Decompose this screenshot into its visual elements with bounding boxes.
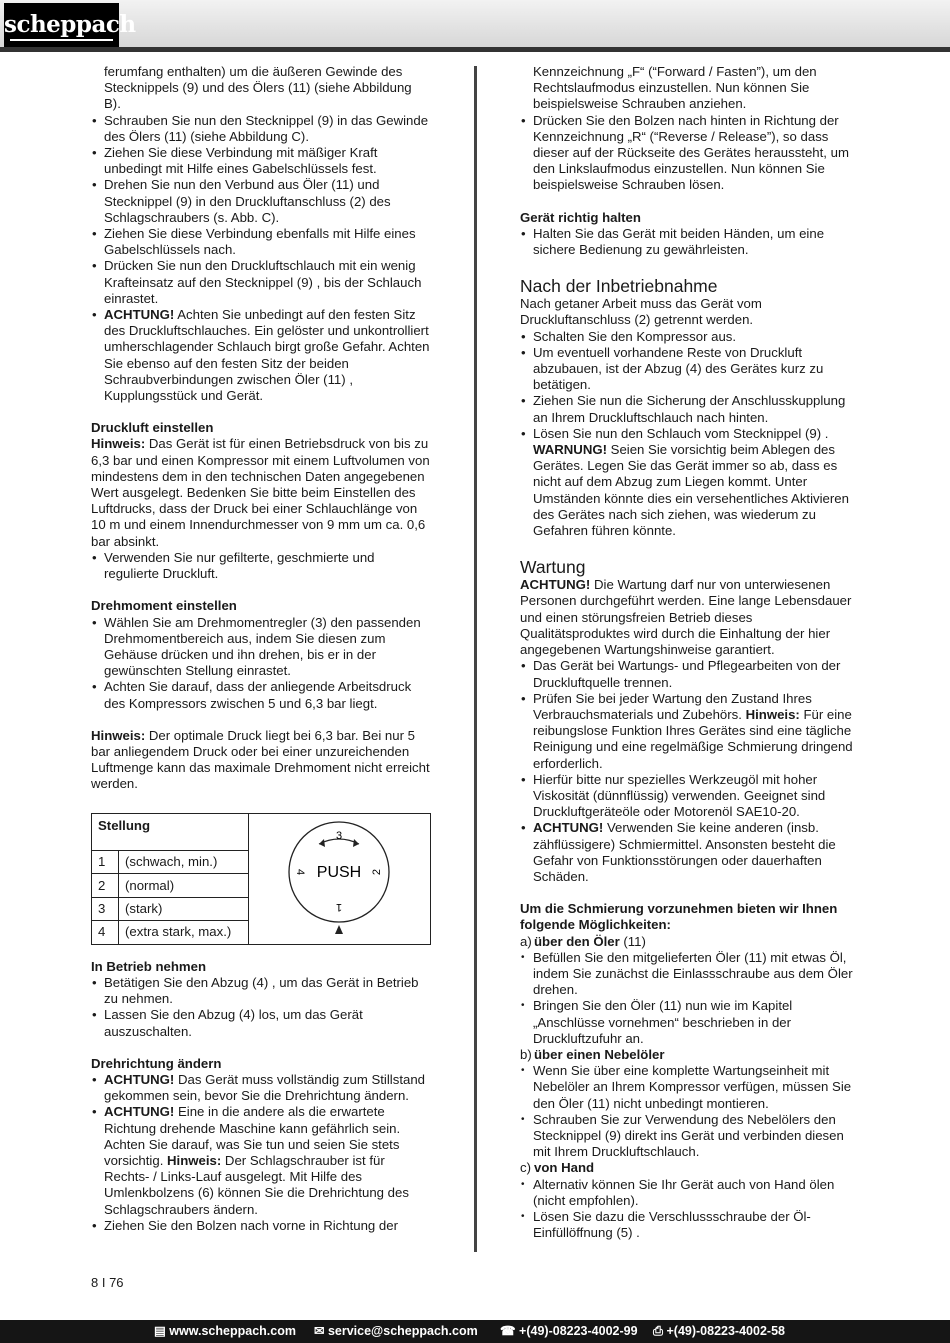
monitor-icon: ▤ bbox=[154, 1324, 170, 1338]
list-item: • Ziehen Sie diese Verbindung mit mäßiger Kraft unbedingt mit Hilfe eines Gabelschlüssels fest. bbox=[91, 145, 431, 177]
page-number: 8 I 76 bbox=[91, 1275, 124, 1290]
list-item: • Hierfür bitte nur spezielles Werkzeugöl mit hoher Viskosität (dünnflüssig) verwenden. Geeignet sind Druckluftgeräteöle oder Motorenöl SAE10-20. bbox=[520, 772, 860, 821]
continuation-paragraph: Kennzeichnung „F“ (“Forward / Fasten”), um den Rechtslaufmodus einzustellen. Nun können Sie beispielsweise Schrauben anziehen. bbox=[533, 64, 817, 112]
dial-push-label: PUSH bbox=[316, 863, 362, 881]
table-cell-label: (stark) bbox=[119, 897, 249, 920]
dial-number-4: 4 bbox=[294, 868, 306, 875]
list-item: • Schalten Sie den Kompressor aus. bbox=[520, 329, 860, 345]
section-heading-drehrichtung: Drehrichtung ändern bbox=[91, 1055, 222, 1071]
dial-number-3: 3 bbox=[335, 829, 343, 842]
table-cell-label: (extra stark, max.) bbox=[119, 921, 249, 944]
table-cell-label: (normal) bbox=[119, 874, 249, 897]
table-cell-label: (schwach, min.) bbox=[119, 851, 249, 874]
table-cell-num: 2 bbox=[92, 874, 119, 897]
section-heading-druckluft: Druckluft einstellen bbox=[91, 420, 214, 436]
list-item: • Bringen Sie den Öler (11) nun wie im Kapitel „Anschlüsse vornehmen“ beschrieben in der Druckluftzufuhr an. bbox=[520, 998, 860, 1047]
warning-item: • Lösen Sie nun den Schlauch vom Stecknippel (9) . WARNUNG! Seien Sie vorsichtig beim Ablegen des Gerätes. Legen Sie das Gerät immer so ab, dass es nicht auf dem Abzug zum Liegen kommt. Unter Umständen könnte dies ein versehentliches Aktivieren des Gerätes nach sich ziehen, was wiederum zu Gefahren führen könnte. bbox=[520, 426, 860, 539]
footer-fax: ⎙ +(49)-08223-4002-58 bbox=[653, 1324, 785, 1338]
option-a: a) über den Öler (11) bbox=[520, 933, 646, 949]
section-heading-halten: Gerät richtig halten bbox=[520, 209, 641, 225]
list-item: • Lösen Sie dazu die Verschlussschraube der Öl-Einfüllöffnung (5) . bbox=[520, 1209, 860, 1241]
list-item: • Lassen Sie den Abzug (4) los, um das Gerät auszuschalten. bbox=[91, 1007, 431, 1039]
scheppach-logo: scheppach bbox=[4, 3, 119, 47]
table-cell-num: 4 bbox=[92, 921, 119, 944]
list-item: • Drücken Sie nun den Druckluftschlauch mit ein wenig Krafteinsatz auf den Stecknippel (9) , bis der Schlauch einrastet. bbox=[91, 258, 431, 307]
intro-continuation: ferumfang enthalten) um die äußeren Gewinde des Stecknippels (9) und des Ölers (11) (siehe Abbildung B). bbox=[104, 64, 412, 112]
option-c: c) von Hand bbox=[520, 1160, 595, 1176]
section-heading-betrieb: In Betrieb nehmen bbox=[91, 958, 207, 974]
list-item: • Drehen Sie nun den Verbund aus Öler (11) und Stecknippel (9) in den Druckluftanschluss (2) des Schlagschraubers (s. Abb. C). bbox=[91, 177, 431, 226]
section-heading-schmierung: Um die Schmierung vorzunehmen bieten wir Ihnen folgende Möglichkeiten: bbox=[520, 901, 838, 933]
list-item: • Wählen Sie am Drehmomentregler (3) den passenden Drehmomentbereich aus, indem Sie diesen zum Gehäuse drücken und ihn drehen, bis er in der gewünschten Stellung einrastet. bbox=[91, 615, 431, 680]
list-item: • Ziehen Sie nun die Sicherung der Anschlusskupplung an Ihrem Druckluftschlauch nach hinten. bbox=[520, 393, 860, 425]
list-item: • Befüllen Sie den mitgelieferten Öler (11) mit etwas Öl, indem Sie zunächst die Einlassschraube aus dem Öler drehen. bbox=[520, 950, 860, 999]
list-item: • Prüfen Sie bei jeder Wartung den Zustand Ihres Verbrauchsmaterials und Zubehörs. Hinweis: Für eine reibungslose Funktion Ihres Gerätes sind eine tägliche Reinigung und eine regelmäßige Schmierung dringend erforderlich. bbox=[520, 691, 860, 772]
column-divider bbox=[474, 66, 477, 1252]
list-item: • Das Gerät bei Wartungs- und Pflegearbeiten von der Druckluftquelle trennen. bbox=[520, 658, 860, 690]
footer-website[interactable]: ▤ www.scheppach.com bbox=[154, 1324, 296, 1338]
fax-icon: ⎙ bbox=[653, 1324, 667, 1338]
warning-item: • ACHTUNG! Achten Sie unbedingt auf den festen Sitz des Druckluftschlauches. Ein gelöster und unkontrolliert umherschlagender Schlauch birgt große Gefahr. Achten Sie ebenso auf den festen Sitz der beiden Schraubverbindungen zwischen Öler (11) , Kupplungsstück und Gerät. bbox=[91, 307, 431, 404]
list-item: • Alternativ können Sie Ihr Gerät auch von Hand ölen (nicht empfohlen). bbox=[520, 1177, 860, 1209]
paragraph: Nach getaner Arbeit muss das Gerät vom Druckluftanschluss (2) getrennt werden. bbox=[520, 296, 762, 328]
option-b: b) über einen Nebelöler bbox=[520, 1046, 665, 1062]
list-item: • Ziehen Sie diese Verbindung ebenfalls mit Hilfe eines Gabelschlüssels nach. bbox=[91, 226, 431, 258]
section-heading-drehmoment: Drehmoment einstellen bbox=[91, 598, 237, 614]
section-heading-wartung: Wartung bbox=[520, 557, 586, 578]
intro-list bbox=[91, 64, 431, 404]
list-item: • Wenn Sie über eine komplette Wartungseinheit mit Nebelöler an Ihrem Kompressor verfügen, müssen Sie den Öler (11) nicht unbedingt montieren. bbox=[520, 1063, 860, 1112]
dial-number-1: 1 bbox=[335, 900, 343, 913]
table-header: Stellung bbox=[92, 813, 249, 850]
list-item: • Schrauben Sie nun den Stecknippel (9) in das Gewinde des Ölers (11) (siehe Abbildung C). bbox=[91, 113, 431, 145]
warning-label: ACHTUNG! bbox=[104, 307, 175, 323]
phone-icon: ☎ bbox=[500, 1324, 520, 1338]
right-column bbox=[520, 64, 860, 1241]
list-item: • Ziehen Sie den Bolzen nach vorne in Richtung der bbox=[91, 1218, 431, 1234]
table-cell-num: 1 bbox=[92, 851, 119, 874]
hint-paragraph: Hinweis: Das Gerät ist für einen Betriebsdruck von bis zu 6,3 bar und einen Kompressor mit einem Luftvolumen von mindestens dem in den technischen Daten angegebenen Wert ausgelegt. Bedenken Sie bitte beim Einstellen des Luftdrucks, dass der Druck bei einer Schlauchlänge von 10 m und einem Innendurchmesser von 9 mm um ca. 0,6 bar absinkt. bbox=[91, 436, 430, 549]
list-item: • Achten Sie darauf, dass der anliegende Arbeitsdruck des Kompressors zwischen 5 und 6,3 bar liegt. bbox=[91, 679, 431, 711]
footer-phone: ☎ +(49)-08223-4002-99 bbox=[500, 1324, 638, 1338]
warning-item: • ACHTUNG! Verwenden Sie keine anderen (insb. zähflüssigere) Schmiermittel. Ansonsten besteht die Gefahr von Funktionsstörungen oder dauerhaften Schäden. bbox=[520, 820, 860, 885]
envelope-icon: ✉ bbox=[314, 1324, 328, 1338]
torque-dial-diagram bbox=[249, 813, 431, 944]
dial-pointer-icon bbox=[335, 925, 343, 934]
warning-item: • ACHTUNG! Das Gerät muss vollständig zum Stillstand gekommen sein, bevor Sie die Drehrichtung ändern. bbox=[91, 1072, 431, 1104]
warning-item: • ACHTUNG! Eine in die andere als die erwartete Richtung drehende Maschine kann gefährlich sein. Achten Sie darauf, was Sie tun und seien Sie stets vorsichtig. Hinweis: Der Schlagschrauber ist für Rechts- / Links-Lauf ausgelegt. Mit Hilfe des Umlenkbolzens (6) können Sie die Drehrichtung des Schlagschraubers ändern. bbox=[91, 1104, 431, 1217]
list-item: • Um eventuell vorhandene Reste von Druckluft abzubauen, ist der Abzug (4) des Gerätes kurz zu betätigen. bbox=[520, 345, 860, 394]
stellung-table bbox=[91, 813, 431, 945]
hint-paragraph: Hinweis: Der optimale Druck liegt bei 6,3 bar. Bei nur 5 bar anliegendem Druck oder bei einer unzureichenden Luftmenge kann das maximale Drehmoment nicht erreicht werden. bbox=[91, 727, 430, 792]
list-item: • Schrauben Sie zur Verwendung des Nebelölers den Stecknippel (9) direkt ins Gerät und verbinden diesen mit Ihrem Druckluftschlauch. bbox=[520, 1112, 860, 1161]
dial-svg bbox=[249, 814, 430, 940]
left-column bbox=[91, 64, 431, 1234]
page-header bbox=[0, 0, 950, 52]
page-footer bbox=[0, 1320, 950, 1343]
dial-number-2: 2 bbox=[371, 868, 383, 875]
list-item: • Halten Sie das Gerät mit beiden Händen, um eine sichere Bedienung zu gewährleisten. bbox=[520, 226, 860, 258]
footer-email[interactable]: ✉ service@scheppach.com bbox=[314, 1324, 478, 1338]
list-item: • Drücken Sie den Bolzen nach hinten in Richtung der Kennzeichnung „R“ (“Reverse / Release”), so dass dieser auf der Rückseite des Gerätes heraussteht, um den Linkslaufmodus einzustellen. Nun können Sie beispielsweise Schrauben lösen. bbox=[520, 113, 860, 194]
section-heading-nach: Nach der Inbetriebnahme bbox=[520, 276, 718, 297]
paragraph: ACHTUNG! Die Wartung darf nur von unterwiesenen Personen durchgeführt werden. Eine lange Lebensdauer und einen störungsfreien Betrieb dieses Qualitätsproduktes wird durch die Einhaltung der hier angegebenen Wartungshinweise garantiert. bbox=[520, 577, 852, 658]
list-item: • Betätigen Sie den Abzug (4) , um das Gerät in Betrieb zu nehmen. bbox=[91, 975, 431, 1007]
table-cell-num: 3 bbox=[92, 897, 119, 920]
list-item: • Verwenden Sie nur gefilterte, geschmierte und regulierte Druckluft. bbox=[91, 550, 431, 582]
